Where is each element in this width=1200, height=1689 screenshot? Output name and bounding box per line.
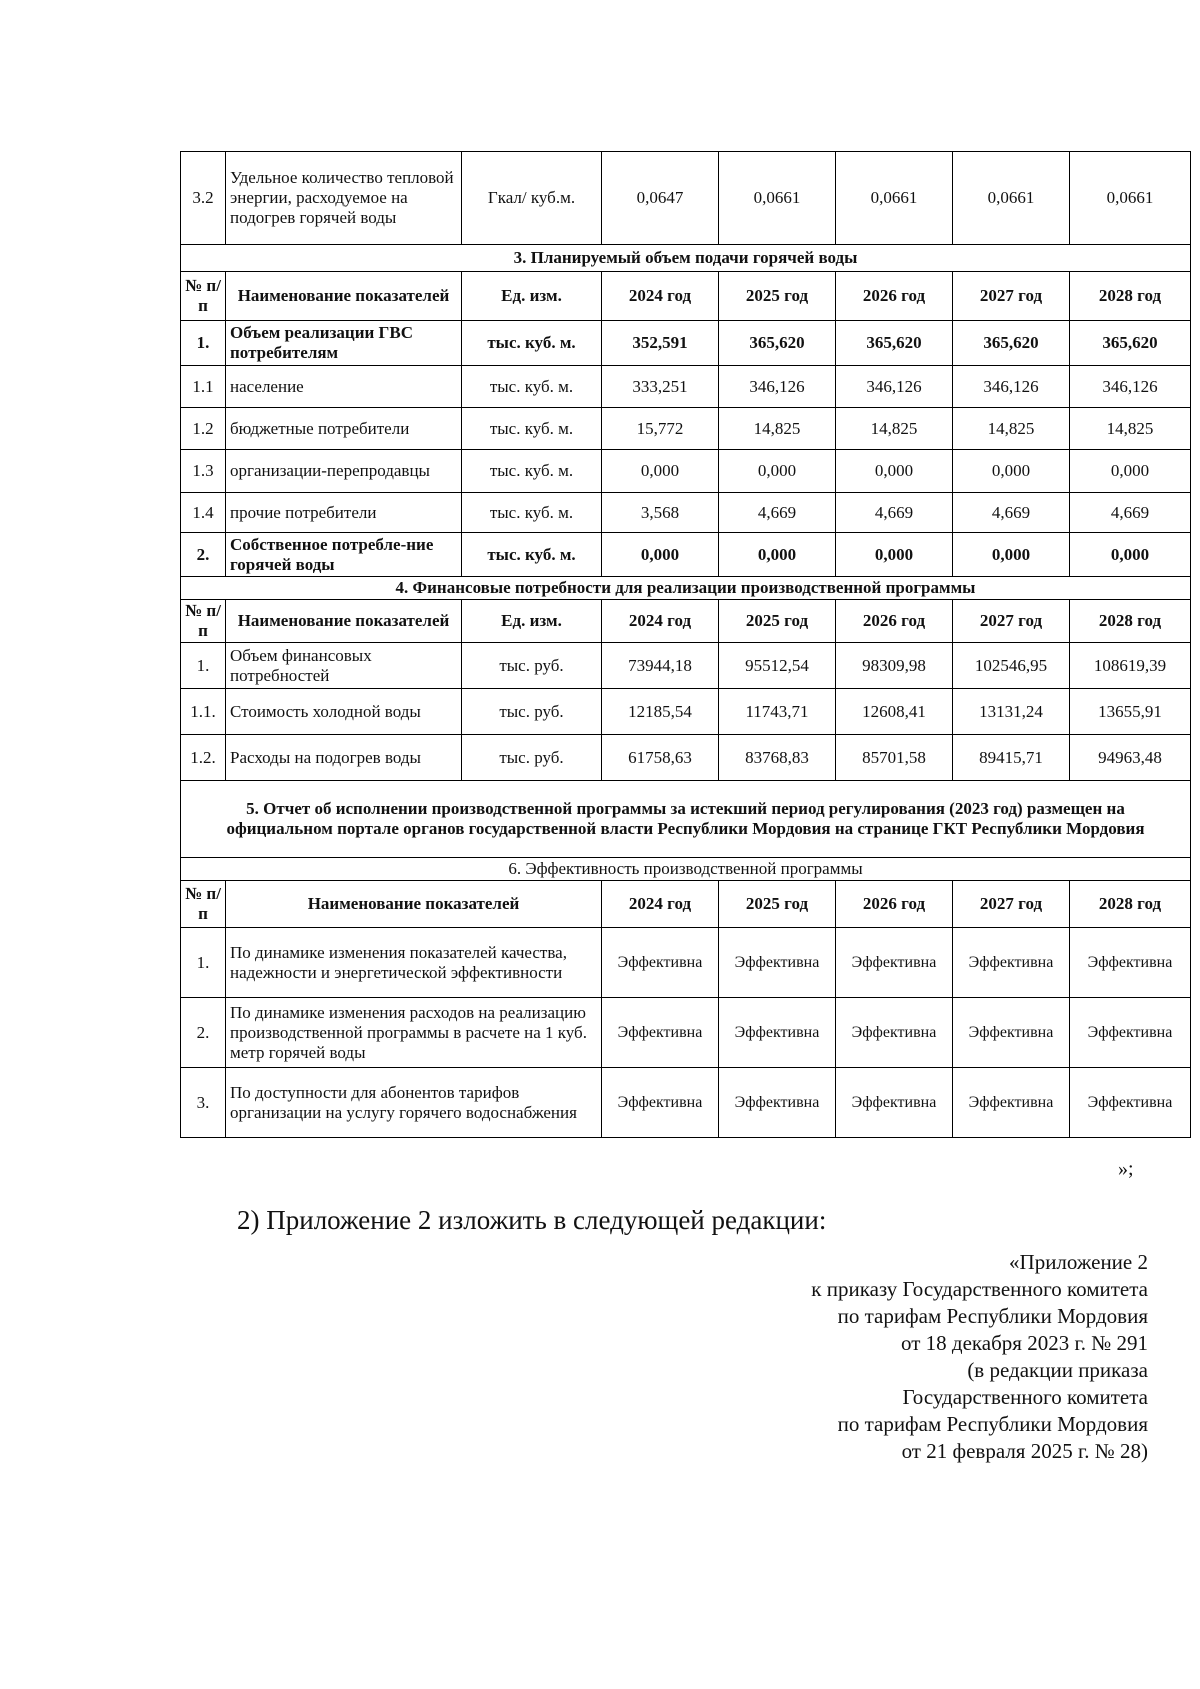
value-2026: 14,825	[836, 408, 953, 450]
row-number: 1.	[181, 643, 226, 689]
header-2025: 2025 год	[719, 881, 836, 928]
value-2026: 12608,41	[836, 689, 953, 735]
effectiveness-2025: Эффективна	[719, 1068, 836, 1138]
section-4-title: 4. Финансовые потребности для реализации производственной программы	[181, 577, 1191, 600]
row-number: 1.	[181, 321, 226, 366]
value-2024: 333,251	[602, 366, 719, 408]
row-number: 1.1	[181, 366, 226, 408]
table-row	[181, 643, 1191, 689]
indicator-name: По динамике изменения расходов на реализацию производственной программы в расчете на 1 куб. метр горячей воды	[226, 998, 602, 1068]
appendix-line: Государственного комитета	[902, 1385, 1148, 1409]
value-2027: 89415,71	[953, 735, 1070, 781]
header-2027: 2027 год	[953, 881, 1070, 928]
value-2025: 0,000	[719, 450, 836, 493]
effectiveness-2025: Эффективна	[719, 998, 836, 1068]
effectiveness-2027: Эффективна	[953, 998, 1070, 1068]
value-2024: 73944,18	[602, 643, 719, 689]
table-row	[181, 735, 1191, 781]
table-row	[181, 928, 1191, 998]
table-row	[181, 533, 1191, 577]
indicator-name: По динамике изменения показателей качества, надежности и энергетической эффективности	[226, 928, 602, 998]
header-row	[181, 600, 1191, 643]
row-number: 1.2	[181, 408, 226, 450]
table-row	[181, 1068, 1191, 1138]
value-2028: 0,000	[1070, 533, 1191, 577]
indicator-name: население	[226, 366, 462, 408]
value-2024: 61758,63	[602, 735, 719, 781]
row-number: 1.2.	[181, 735, 226, 781]
value-2025: 11743,71	[719, 689, 836, 735]
row-number: 3.2	[181, 152, 226, 245]
value-2026: 0,0661	[836, 152, 953, 245]
table-row	[181, 998, 1191, 1068]
effectiveness-2027: Эффективна	[953, 928, 1070, 998]
value-2024: 0,000	[602, 450, 719, 493]
unit: тыс. руб.	[462, 689, 602, 735]
value-2026: 85701,58	[836, 735, 953, 781]
unit: тыс. куб. м.	[462, 493, 602, 533]
header-num: № п/п	[181, 600, 226, 643]
effectiveness-2024: Эффективна	[602, 998, 719, 1068]
value-2024: 3,568	[602, 493, 719, 533]
effectiveness-2024: Эффективна	[602, 1068, 719, 1138]
value-2028: 0,000	[1070, 450, 1191, 493]
header-2024: 2024 год	[602, 600, 719, 643]
table-row	[181, 450, 1191, 493]
production-program-table	[180, 151, 1191, 1138]
value-2027: 0,0661	[953, 152, 1070, 245]
value-2027: 365,620	[953, 321, 1070, 366]
appendix-line: «Приложение 2	[1009, 1250, 1148, 1274]
header-2026: 2026 год	[836, 600, 953, 643]
header-2025: 2025 год	[719, 272, 836, 321]
table-row	[181, 321, 1191, 366]
indicator-name: Объем финансовых потребностей	[226, 643, 462, 689]
section-3-title: 3. Планируемый объем подачи горячей воды	[181, 245, 1191, 272]
header-name: Наименование показателей	[226, 600, 462, 643]
value-2027: 0,000	[953, 450, 1070, 493]
header-2025: 2025 год	[719, 600, 836, 643]
value-2028: 14,825	[1070, 408, 1191, 450]
row-number: 1.1.	[181, 689, 226, 735]
indicator-name: Расходы на подогрев воды	[226, 735, 462, 781]
unit: тыс. куб. м.	[462, 366, 602, 408]
row-number: 1.	[181, 928, 226, 998]
header-num: № п/п	[181, 272, 226, 321]
value-2025: 0,0661	[719, 152, 836, 245]
table-row	[181, 152, 1191, 245]
header-row	[181, 881, 1191, 928]
effectiveness-2028: Эффективна	[1070, 928, 1191, 998]
indicator-name: бюджетные потребители	[226, 408, 462, 450]
value-2028: 13655,91	[1070, 689, 1191, 735]
value-2028: 365,620	[1070, 321, 1191, 366]
appendix-line: по тарифам Республики Мордовия	[837, 1412, 1148, 1436]
unit: тыс. куб. м.	[462, 321, 602, 366]
value-2024: 15,772	[602, 408, 719, 450]
indicator-name: организации-перепродавцы	[226, 450, 462, 493]
header-2024: 2024 год	[602, 881, 719, 928]
appendix-line: по тарифам Республики Мордовия	[837, 1304, 1148, 1328]
row-number: 2.	[181, 533, 226, 577]
value-2027: 14,825	[953, 408, 1070, 450]
indicator-name: прочие потребители	[226, 493, 462, 533]
header-2026: 2026 год	[836, 881, 953, 928]
unit: тыс. руб.	[462, 735, 602, 781]
appendix-line: от 18 декабря 2023 г. № 291	[901, 1331, 1148, 1355]
value-2027: 346,126	[953, 366, 1070, 408]
header-row	[181, 272, 1191, 321]
value-2025: 95512,54	[719, 643, 836, 689]
table-row	[181, 366, 1191, 408]
indicator-name: Объем реализации ГВС потребителям	[226, 321, 462, 366]
value-2025: 83768,83	[719, 735, 836, 781]
value-2025: 365,620	[719, 321, 836, 366]
value-2025: 346,126	[719, 366, 836, 408]
indicator-name: Удельное количество тепловой энергии, расходуемое на подогрев горячей воды	[226, 152, 462, 245]
value-2024: 0,0647	[602, 152, 719, 245]
indicator-name: Собственное потребле-ние горячей воды	[226, 533, 462, 577]
appendix-line: к приказу Государственного комитета	[811, 1277, 1148, 1301]
header-name: Наименование показателей	[226, 272, 462, 321]
value-2028: 108619,39	[1070, 643, 1191, 689]
header-2028: 2028 год	[1070, 881, 1191, 928]
value-2026: 4,669	[836, 493, 953, 533]
unit: тыс. куб. м.	[462, 408, 602, 450]
header-unit: Ед. изм.	[462, 272, 602, 321]
table-row	[181, 408, 1191, 450]
appendix-line: от 21 февраля 2025 г. № 28)	[901, 1439, 1148, 1463]
row-number: 2.	[181, 998, 226, 1068]
value-2027: 4,669	[953, 493, 1070, 533]
value-2027: 13131,24	[953, 689, 1070, 735]
unit: тыс. куб. м.	[462, 450, 602, 493]
unit: тыс. руб.	[462, 643, 602, 689]
closing-quote: »;	[1118, 1158, 1134, 1180]
indicator-name: Стоимость холодной воды	[226, 689, 462, 735]
value-2024: 352,591	[602, 321, 719, 366]
value-2026: 365,620	[836, 321, 953, 366]
effectiveness-2028: Эффективна	[1070, 1068, 1191, 1138]
value-2026: 346,126	[836, 366, 953, 408]
appendix-line: (в редакции приказа	[967, 1358, 1148, 1382]
value-2024: 12185,54	[602, 689, 719, 735]
value-2025: 4,669	[719, 493, 836, 533]
value-2026: 0,000	[836, 533, 953, 577]
effectiveness-2028: Эффективна	[1070, 998, 1191, 1068]
table-row	[181, 689, 1191, 735]
value-2026: 0,000	[836, 450, 953, 493]
row-number: 3.	[181, 1068, 226, 1138]
appendix-header	[811, 1249, 1148, 1465]
amendment-instruction: 2) Приложение 2 изложить в следующей редакции:	[237, 1205, 827, 1235]
section-6-title: 6. Эффективность производственной программы	[181, 858, 1191, 881]
effectiveness-2026: Эффективна	[836, 928, 953, 998]
value-2027: 102546,95	[953, 643, 1070, 689]
header-unit: Ед. изм.	[462, 600, 602, 643]
value-2025: 14,825	[719, 408, 836, 450]
table-row	[181, 493, 1191, 533]
value-2027: 0,000	[953, 533, 1070, 577]
value-2028: 0,0661	[1070, 152, 1191, 245]
value-2028: 346,126	[1070, 366, 1191, 408]
effectiveness-2025: Эффективна	[719, 928, 836, 998]
header-2024: 2024 год	[602, 272, 719, 321]
row-number: 1.3	[181, 450, 226, 493]
value-2025: 0,000	[719, 533, 836, 577]
value-2024: 0,000	[602, 533, 719, 577]
effectiveness-2026: Эффективна	[836, 1068, 953, 1138]
header-2027: 2027 год	[953, 600, 1070, 643]
unit: тыс. куб. м.	[462, 533, 602, 577]
indicator-name: По доступности для абонентов тарифов организации на услугу горячего водоснабжения	[226, 1068, 602, 1138]
effectiveness-2024: Эффективна	[602, 928, 719, 998]
value-2028: 94963,48	[1070, 735, 1191, 781]
value-2026: 98309,98	[836, 643, 953, 689]
unit: Гкал/ куб.м.	[462, 152, 602, 245]
row-number: 1.4	[181, 493, 226, 533]
effectiveness-2026: Эффективна	[836, 998, 953, 1068]
header-2028: 2028 год	[1070, 600, 1191, 643]
header-2028: 2028 год	[1070, 272, 1191, 321]
section-5-report-note: 5. Отчет об исполнении производственной программы за истекший период регулирования (2023 год) размещен на официальном портале органов государственной власти Республики Мордовия на странице ГКТ Республики Мордовия	[181, 781, 1191, 858]
header-2026: 2026 год	[836, 272, 953, 321]
value-2028: 4,669	[1070, 493, 1191, 533]
header-name: Наименование показателей	[226, 881, 602, 928]
header-num: № п/п	[181, 881, 226, 928]
effectiveness-2027: Эффективна	[953, 1068, 1070, 1138]
header-2027: 2027 год	[953, 272, 1070, 321]
